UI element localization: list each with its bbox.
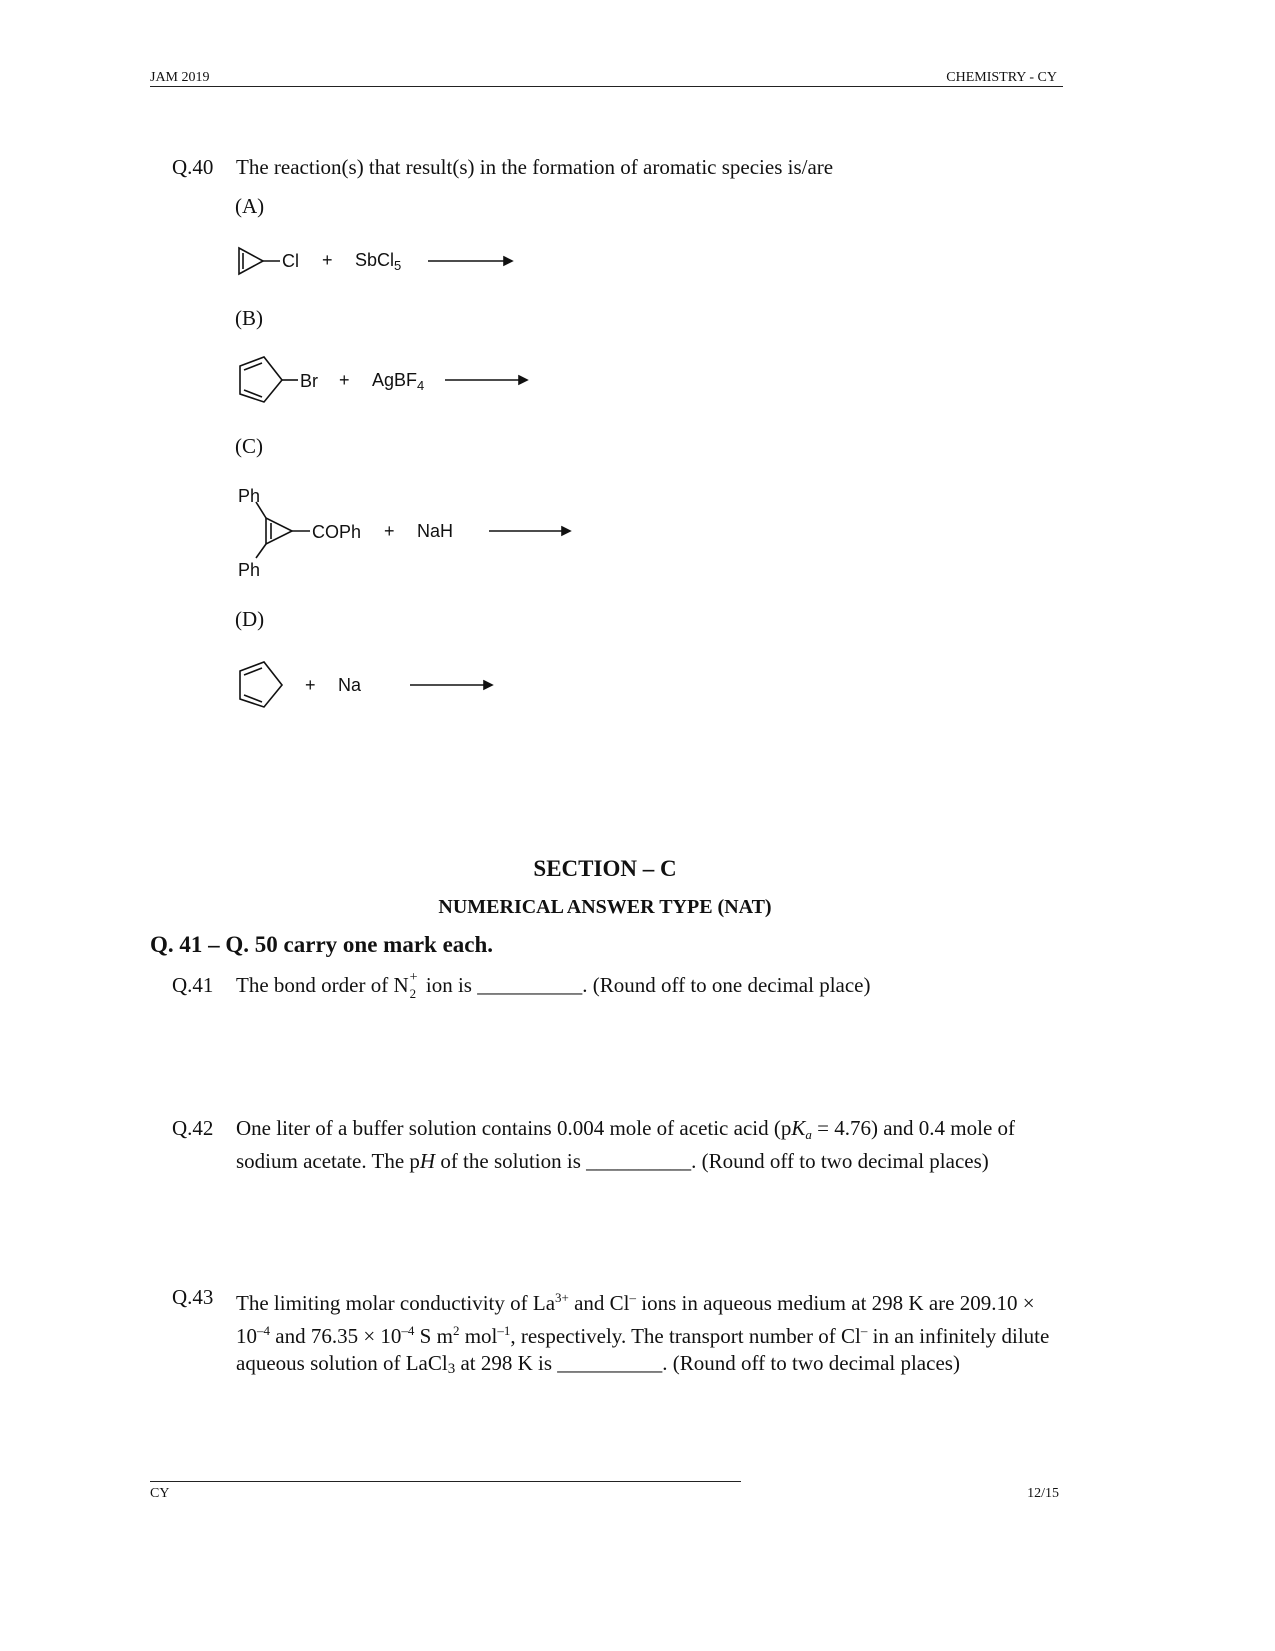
footer-rule [150,1481,741,1482]
question-text: The bond order of N + 2 ion is __________. (Round off to one decimal place) [236,970,871,1001]
n2-plus-script: + 2 [409,970,418,1001]
question-text: The limiting molar conductivity of $La^{3+}$ and Cl– ions in aqueous medium at 298 K are $209.10 \times 10^{-4}$ and $76.35 \times 10^{-4}$ S $m^2$ mol$^{-1}$, respectively. The transport number of Cl– in an infinitely dilute aqueous solution of LaCl$_3$ at 298 K is __________. (Round off to two decimal places) [236,1290,1050,1377]
option-b-plus: + [339,370,350,390]
question-text: One liter of a buffer solution contains 0.004 mole of acetic acid $(pK_a = 4.76)$ and 0.4 mole of sodium acetate. The pH of the solution is __________. (Round off to two decimal places) [236,1116,1016,1173]
footer-left: CY [150,1486,170,1501]
option-c-ph-top: Ph [238,486,261,506]
question-number: Q.43 [172,1285,214,1309]
header-left: JAM 2019 [150,70,210,85]
option-b-substituent: Br [300,371,318,391]
option-c-structure [232,490,582,570]
option-d-label: (D) [235,607,265,631]
option-a-label: (A) [235,194,265,218]
question-number: Q.42 [172,1116,214,1140]
option-b-label: (B) [235,306,263,330]
option-c-reagent: NaH [417,521,454,541]
header-rule [150,86,1063,87]
option-c-plus: + [384,521,395,541]
section-subtitle: NUMERICAL ANSWER TYPE (NAT) [438,896,772,918]
option-c-ph-bottom: Ph [238,560,261,580]
option-d-reagent: Na [338,675,362,695]
option-d-plus: + [305,675,316,695]
option-c-substituent: COPh [312,522,362,542]
footer-page-number: 12/15 [1027,1486,1059,1501]
option-c-label: (C) [235,434,263,458]
option-b-reagent: AgBF$_4$ [372,370,425,393]
question-number: Q.41 [172,973,214,997]
header-right: CHEMISTRY - CY [946,70,1057,85]
question-number: Q.40 [172,155,214,179]
option-a-reagent: SbCl$_5$ [355,250,402,273]
option-a-substituent: Cl [282,251,299,271]
option-d-structure [232,657,522,713]
option-a-plus: + [322,250,333,270]
section-title: SECTION – C [533,856,677,881]
marks-note: Q. 41 – Q. 50 carry one mark each. [150,932,494,957]
question-text: The reaction(s) that result(s) in the formation of aromatic species is/are [236,155,834,179]
